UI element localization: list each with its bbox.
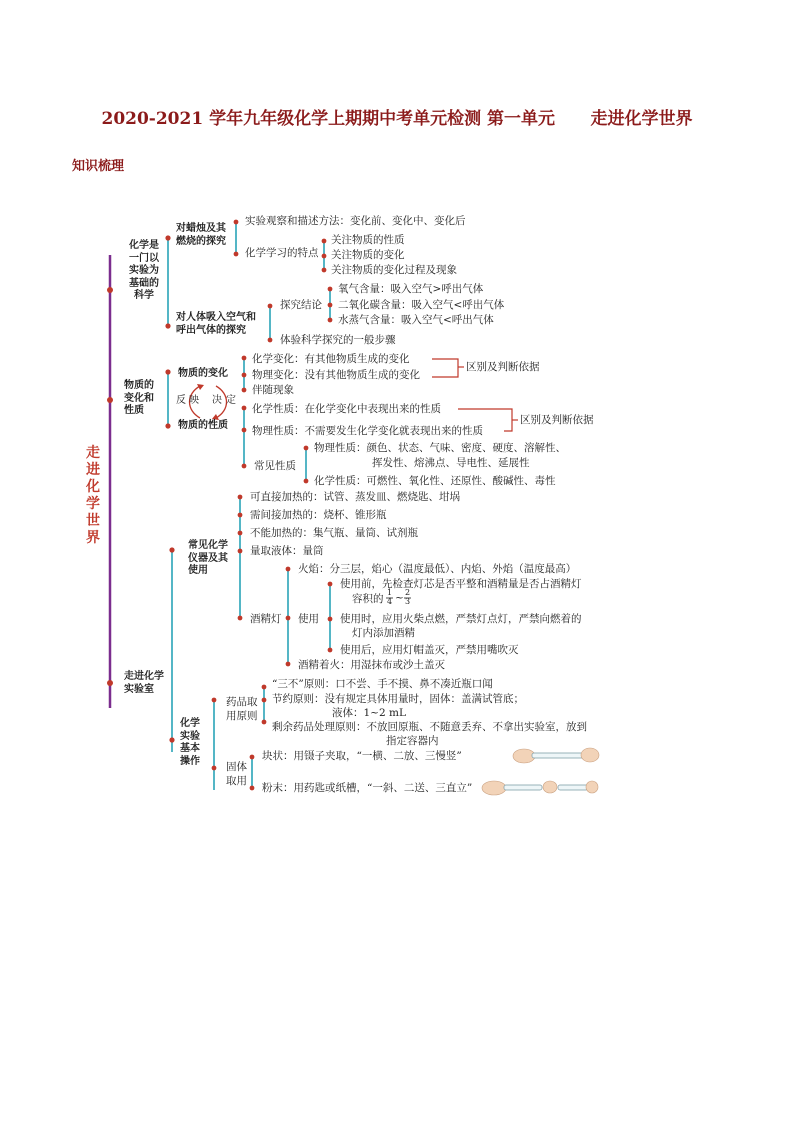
branch-dot-1: [107, 287, 113, 293]
root-char: 走: [86, 445, 100, 461]
use-after: 使用后，应用灯帽盖灭，严禁用嘴吹灭: [340, 644, 519, 656]
operations-line: 基本: [180, 743, 200, 754]
arrow-text: 决: [212, 395, 222, 406]
branch-3-line: 实验室: [124, 683, 154, 695]
branch-1-line: 化学是: [129, 240, 159, 251]
tweezers-tube-illustration: [510, 742, 600, 766]
feature-item: 关注物质的变化过程及现象: [331, 264, 457, 276]
drug-principles-line: 药品取: [226, 696, 258, 708]
arrow-text: 反: [176, 395, 186, 406]
page-title: 2020-2021 学年九年级化学上期期中考单元检测 第一单元 走进化学世界: [101, 109, 693, 129]
root-label: [86, 445, 100, 547]
physical-change: 物理变化：没有其他物质生成的变化: [252, 369, 420, 381]
branch-2-line: 物质的: [124, 380, 154, 391]
arrow-text: 定: [226, 395, 236, 406]
branch-1-line: 基础的: [129, 277, 159, 289]
branch-1-line: 实验为: [129, 265, 159, 276]
instruments-line: 使用: [188, 565, 208, 576]
use-during: 灯内添加酒精: [352, 627, 415, 639]
drug-principle: 液体：1~2 mL: [332, 707, 406, 719]
conclusion-item: 水蒸气含量：吸入空气<呼出气体: [338, 314, 494, 326]
branch-1-line: 科学: [134, 290, 154, 301]
fraction-denominator: 4: [386, 597, 393, 606]
change-node: 物质的变化: [178, 368, 228, 379]
conclusion-item: 氧气含量：吸入空气>呼出气体: [338, 283, 484, 295]
alcohol-lamp-node: 酒精灯: [250, 613, 282, 625]
chemical-change: 化学变化：有其他物质生成的变化: [252, 353, 410, 365]
feature-item: 关注物质的变化: [331, 249, 405, 261]
root-char: 进: [86, 462, 100, 478]
branch-3-label: [124, 671, 164, 696]
branch-1-label: [124, 240, 164, 303]
instrument-item: 需间接加热的：烧杯、锥形瓶: [250, 509, 387, 521]
breath-inquiry-line: 呼出气体的探究: [176, 324, 246, 336]
drug-principles-line: 用原则: [226, 710, 258, 722]
branch-dot-3: [107, 680, 113, 686]
use-node: 使用: [298, 613, 319, 625]
leftover-principle: 指定容器内: [386, 735, 439, 747]
feature-item: 关注物质的性质: [331, 234, 405, 246]
operations-line: 操作: [180, 755, 200, 767]
fraction-one-quarter: [385, 588, 394, 606]
conclusion-node: 探究结论: [280, 299, 322, 311]
flame-item: 火焰：分三层，焰心（温度最低）、内焰、外焰（温度最高）: [298, 563, 577, 575]
root-char: 界: [86, 530, 100, 546]
fraction-numerator: 1: [386, 588, 393, 597]
basic-operations-node: [180, 718, 200, 768]
fraction-numerator: 2: [404, 588, 411, 597]
solid-taking-node: [226, 760, 247, 788]
instruments-node: [188, 540, 228, 578]
chemical-property-list: 化学性质：可燃性、氧化性、还原性、酸碱性、毒性: [314, 475, 556, 487]
operations-line: 化学: [180, 718, 200, 729]
drug-principle: “三不”原则：口不尝、手不摸、鼻不凑近瓶口闻: [272, 678, 493, 690]
section-heading: 知识梳理: [72, 159, 125, 174]
branch-1-line: 一门以: [129, 252, 159, 264]
instruments-line: 仪器及其: [188, 552, 228, 564]
property-node: 物质的性质: [178, 420, 228, 431]
root-node: [86, 445, 100, 547]
observation-method: 实验观察和描述方法：变化前、变化中、变化后: [245, 215, 466, 227]
fraction-two-thirds: [403, 588, 412, 606]
breath-inquiry-node: [176, 312, 256, 337]
criteria-label: 区别及判断依据: [466, 361, 540, 373]
instrument-item: 量取液体：量筒: [250, 545, 324, 557]
range-tilde: ~: [395, 592, 404, 604]
drug-principle: 节约原则：没有规定具体用量时，固体：盖满试管底；: [272, 693, 524, 705]
use-before: 容积的: [352, 593, 384, 605]
root-char: 化: [86, 479, 100, 495]
physical-property: 物理性质：不需要发生化学变化就表现出来的性质: [252, 425, 483, 437]
fraction-denominator: 3: [404, 597, 411, 606]
candle-inquiry-line: 对蜡烛及其: [176, 223, 226, 234]
alcohol-fire: 酒精着火：用湿抹布或沙土盖灭: [298, 659, 445, 671]
block-solid: 块状：用镊子夹取，“一横、二放、三慢竖”: [262, 750, 462, 762]
branch-3-line: 走进化学: [124, 671, 164, 682]
solid-taking-line: 固体: [226, 761, 247, 773]
arrow-text: 映: [189, 395, 199, 406]
instrument-item: 不能加热的：集气瓶、量筒、试剂瓶: [250, 527, 418, 539]
candle-inquiry-line: 燃烧的探究: [176, 235, 226, 247]
chemical-property: 化学性质：在化学变化中表现出来的性质: [252, 403, 441, 415]
physical-property-list: 物理性质：颜色、状态、气味、密度、硬度、溶解性、: [314, 442, 566, 454]
instruments-line: 常见化学: [188, 540, 228, 551]
criteria-label: 区别及判断依据: [520, 414, 594, 426]
use-during: 使用时，应用火柴点燃，严禁灯点灯，严禁向燃着的: [340, 613, 582, 625]
branch-dot-2: [107, 397, 113, 403]
common-properties: 常见性质: [254, 460, 296, 472]
breath-inquiry-line: 对人体吸入空气和: [176, 312, 256, 323]
spatula-tube-illustration: [478, 775, 600, 799]
learning-features: 化学学习的特点: [245, 247, 319, 259]
branch-2-line: 变化和: [124, 392, 154, 404]
physical-property-list: 挥发性、熔沸点、导电性、延展性: [372, 457, 530, 469]
accompanying-phenomena: 伴随现象: [252, 384, 294, 396]
root-char: 世: [86, 513, 100, 529]
drug-principles-node: [226, 695, 258, 723]
branch-2-label: [124, 380, 154, 418]
instrument-item: 可直接加热的：试管、蒸发皿、燃烧匙、坩埚: [250, 491, 460, 503]
solid-taking-line: 取用: [226, 775, 247, 787]
operations-line: 实验: [180, 730, 200, 742]
leftover-principle: 剩余药品处理原则：不放回原瓶、不随意丢弃、不拿出实验室，放到: [272, 721, 587, 733]
use-before: 使用前，先检查灯芯是否平整和酒精量是否占酒精灯: [340, 578, 582, 590]
inquiry-steps: 体验科学探究的一般步骤: [280, 334, 396, 346]
powder-solid: 粉末：用药匙或纸槽，“一斜、二送、三直立”: [262, 782, 473, 794]
branch-2-line: 性质: [124, 405, 144, 416]
root-char: 学: [86, 496, 100, 512]
conclusion-item: 二氧化碳含量：吸入空气<呼出气体: [338, 299, 505, 311]
candle-inquiry-node: [176, 223, 226, 248]
